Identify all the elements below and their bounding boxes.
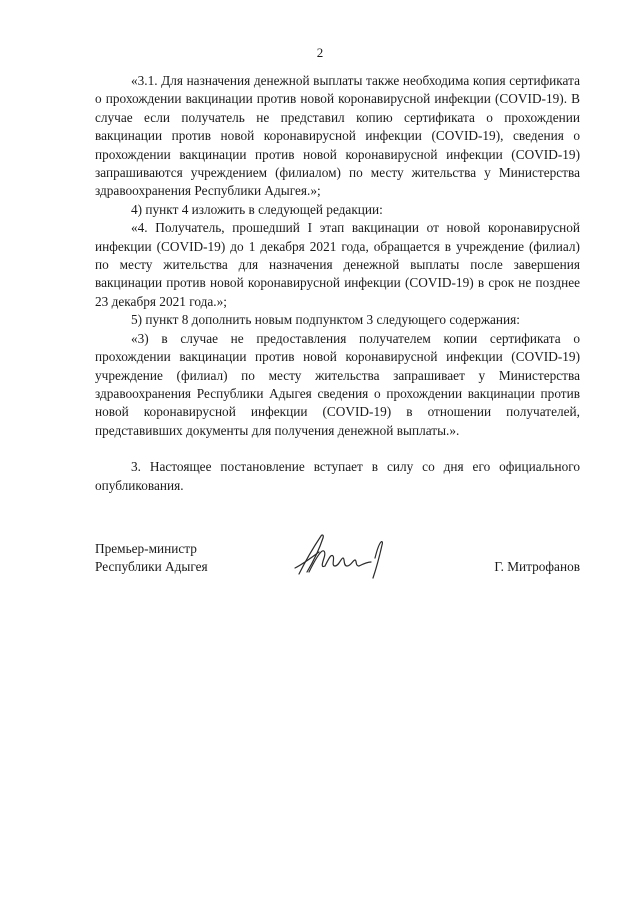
signatory-title bbox=[95, 540, 208, 577]
paragraph-clause-4: «4. Получатель, прошедший I этап вакцинации от новой коронавирусной инфекции (COVID-19) до 1 декабря 2021 года, обращается в учреждение (филиал) по месту жительства для назначения денежной выплаты после завершения вакцинации против новой коронавирусной инфекции (COVID-19) в срок не позднее 23 декабря 2021 года.»; bbox=[95, 220, 580, 309]
signatory-name: Г. Митрофанов bbox=[494, 559, 580, 574]
signatory-title-line2: Республики Адыгея bbox=[95, 559, 208, 575]
document-body bbox=[95, 72, 580, 495]
handwritten-signature-icon bbox=[291, 528, 396, 583]
paragraph-subclause-3: «3) в случае не предоставления получателем копии сертификата о прохождении вакцинации против новой коронавирусной инфекции (COVID-19) учреждение (филиал) по месту жительства запрашивает у Министерства здравоохранения Республики Адыгея сведения о прохождении вакцинации против новой коронавирусной инфекции (COVID-19) в отношении получателей, представивших документы для получения денежной выплаты.». bbox=[95, 330, 580, 438]
page-number: 2 bbox=[316, 45, 324, 60]
paragraph-clause-3-1: «3.1. Для назначения денежной выплаты также необходима копия сертификата о прохождении вакцинации против новой коронавирусной инфекции (COVID-19). В случае если получатель не представил копию сертификата о прохождении вакцинации против новой коронавирусной инфекции (COVID-19), сведения о прохождении вакцинации против новой коронавирусной инфекции (COVID-19) запрашиваются учреждением (филиалом) по месту жительства у Министерства здравоохранения Республики Адыгея.»; bbox=[95, 73, 580, 199]
paragraph-item-5-heading: 5) пункт 8 дополнить новым подпунктом 3 следующего содержания: bbox=[131, 312, 520, 328]
signature-block bbox=[95, 540, 580, 590]
paragraph-item-4-heading: 4) пункт 4 изложить в следующей редакции: bbox=[131, 201, 383, 217]
paragraph-effective-date: 3. Настоящее постановление вступает в силу со дня его официального опубликования. bbox=[95, 459, 580, 493]
signatory-title-line1: Премьер-министр bbox=[95, 541, 197, 556]
